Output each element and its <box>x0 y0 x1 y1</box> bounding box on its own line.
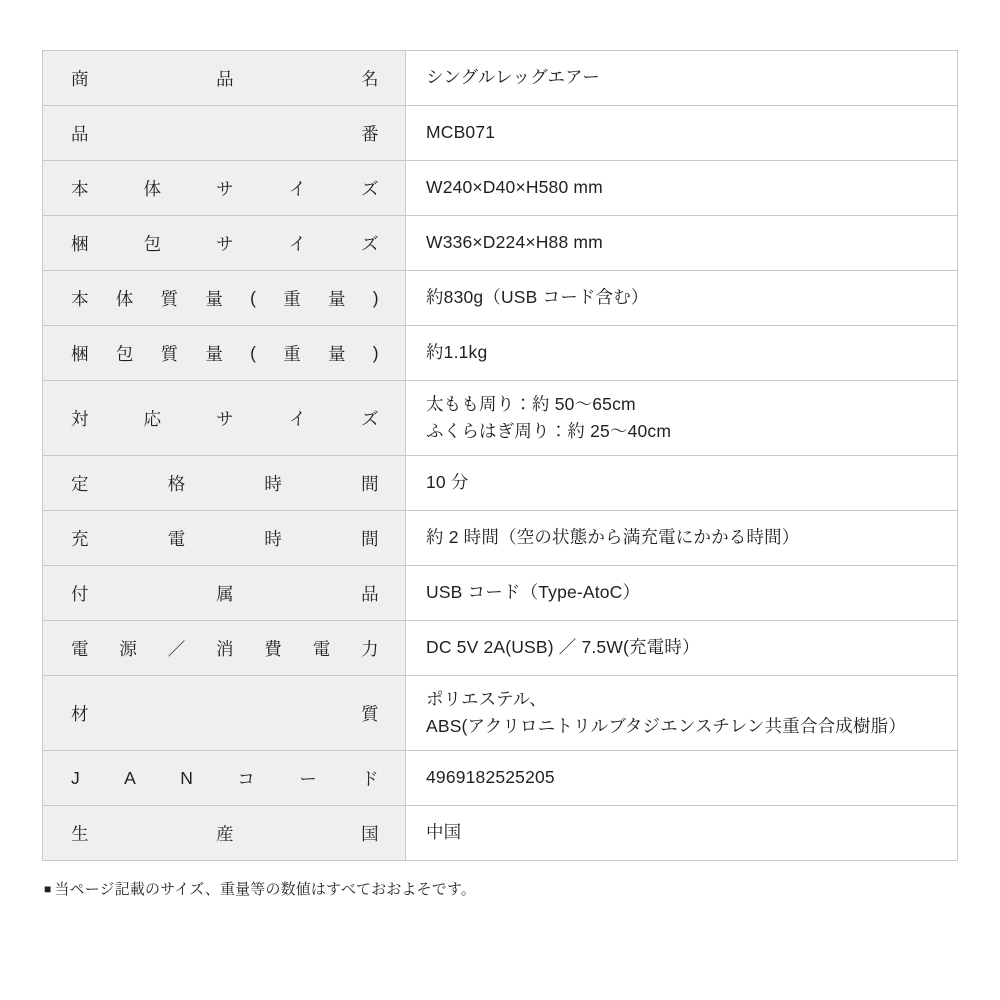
spec-row-label <box>43 161 406 216</box>
spec-row-value <box>406 106 958 161</box>
spec-row-value <box>406 51 958 106</box>
spec-row-value <box>406 621 958 676</box>
spec-row-label-text: 付 属 品 <box>71 583 379 604</box>
spec-row-label <box>43 51 406 106</box>
spec-row <box>43 676 958 751</box>
spec-row-label-text: 梱 包 サ イ ズ <box>71 233 379 254</box>
spec-row-label-text: 商 品 名 <box>71 68 379 89</box>
spec-row <box>43 751 958 806</box>
spec-row-label <box>43 676 406 751</box>
spec-row-label <box>43 216 406 271</box>
spec-row-label <box>43 456 406 511</box>
spec-row-label-text: 梱 包 質 量 ( 重 量 ) <box>71 342 379 364</box>
spec-value-line: シングルレッグエアー <box>426 67 600 88</box>
spec-row-label-text: 生 産 国 <box>71 823 379 844</box>
spec-table-container <box>42 50 958 861</box>
spec-value-line: 中国 <box>426 822 462 843</box>
spec-row <box>43 381 958 456</box>
spec-row-label <box>43 106 406 161</box>
spec-row-label <box>43 271 406 326</box>
spec-row-value <box>406 161 958 216</box>
spec-row-value <box>406 216 958 271</box>
spec-value-line: USB コード（Type-AtoC） <box>426 582 641 603</box>
spec-row <box>43 161 958 216</box>
spec-row <box>43 326 958 381</box>
spec-row <box>43 106 958 161</box>
spec-row-value <box>406 806 958 861</box>
spec-value-line: ふくらはぎ周り：約 25〜40cm <box>426 421 672 441</box>
spec-row-label-text: J A N コ ー ド <box>71 767 379 789</box>
spec-row <box>43 271 958 326</box>
spec-row <box>43 621 958 676</box>
footnote <box>44 878 476 899</box>
spec-row <box>43 806 958 861</box>
spec-row-label-text: 充 電 時 間 <box>71 528 379 549</box>
spec-value-line: DC 5V 2A(USB) ／ 7.5W(充電時） <box>426 637 700 658</box>
spec-row-value <box>406 271 958 326</box>
spec-row-value <box>406 456 958 511</box>
spec-value-line: 太もも周り：約 50〜65cm <box>426 393 636 414</box>
spec-row-label-text: 本 体 サ イ ズ <box>71 178 379 199</box>
spec-value-line: 4969182525205 <box>426 767 555 788</box>
spec-row-label-text: 材 質 <box>71 703 379 724</box>
spec-row-label <box>43 326 406 381</box>
spec-row-value <box>406 381 958 456</box>
spec-value-line: MCB071 <box>426 122 496 143</box>
spec-row <box>43 566 958 621</box>
spec-table-body <box>43 51 958 861</box>
spec-row-value <box>406 751 958 806</box>
spec-row-value <box>406 326 958 381</box>
spec-row <box>43 51 958 106</box>
spec-row-label <box>43 621 406 676</box>
spec-value-line: ABS(アクリロニトリルブタジエンスチレン共重合合成樹脂） <box>426 716 907 736</box>
spec-row-label <box>43 511 406 566</box>
spec-row-label <box>43 751 406 806</box>
spec-row-value <box>406 676 958 751</box>
spec-row-label <box>43 806 406 861</box>
spec-row-value <box>406 566 958 621</box>
spec-row-label-text: 電 源 ／ 消 費 電 力 <box>71 638 379 659</box>
spec-value-line: 約830g（USB コード含む） <box>426 287 649 308</box>
spec-value-line: 約1.1kg <box>426 342 488 363</box>
spec-value-line: 約 2 時間（空の状態から満充電にかかる時間） <box>426 527 800 548</box>
spec-row-label-text: 品 番 <box>71 123 379 144</box>
spec-row <box>43 216 958 271</box>
spec-value-line: ポリエステル、 <box>426 688 547 709</box>
footnote-bullet-icon: ■ <box>44 881 52 896</box>
spec-row <box>43 456 958 511</box>
spec-row-label <box>43 566 406 621</box>
spec-row-label-text: 定 格 時 間 <box>71 473 379 494</box>
spec-row-label-text: 対 応 サ イ ズ <box>71 408 379 429</box>
spec-row-label <box>43 381 406 456</box>
spec-value-line: 10 分 <box>426 472 469 493</box>
spec-value-line: W336×D224×H88 mm <box>426 232 603 253</box>
spec-row <box>43 511 958 566</box>
spec-row-value <box>406 511 958 566</box>
spec-row-label-text: 本 体 質 量 ( 重 量 ) <box>71 287 379 309</box>
product-spec-table <box>42 50 958 861</box>
footnote-text: 当ページ記載のサイズ、重量等の数値はすべておおよそです。 <box>54 881 477 898</box>
spec-value-line: W240×D40×H580 mm <box>426 177 603 198</box>
